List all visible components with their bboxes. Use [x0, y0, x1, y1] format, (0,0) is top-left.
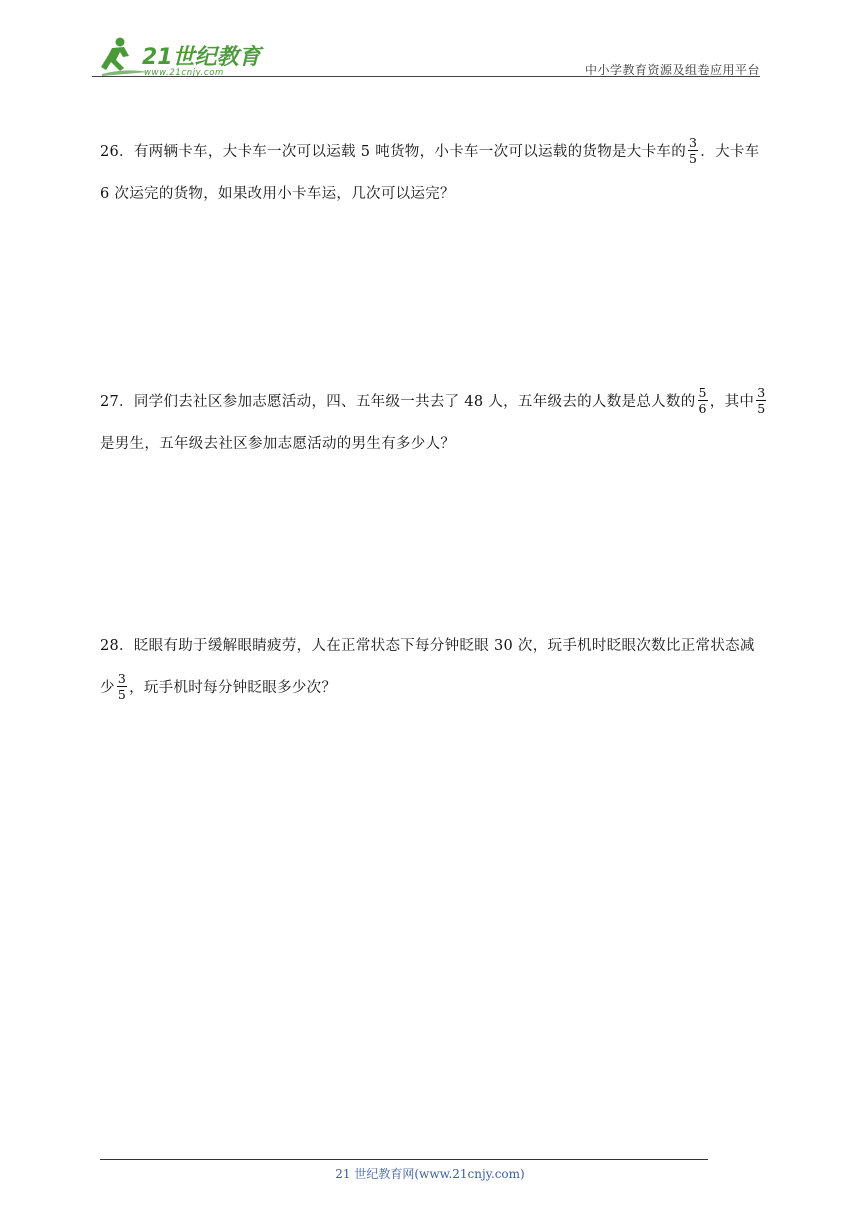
footer-site-link[interactable]: 21 世纪教育网(www.21cnjy.com) — [335, 1167, 525, 1181]
platform-tagline: 中小学教育资源及组卷应用平台 — [584, 63, 760, 77]
fraction-denominator: 5 — [689, 150, 698, 166]
fraction-3-5 — [756, 385, 766, 416]
fraction-numerator: 3 — [117, 670, 127, 686]
question-26-text-b: ．大卡车 — [700, 144, 760, 160]
question-28-line-1: 28．眨眼有助于缓解眼睛疲劳，人在正常状态下每分钟眨眼 30 次，玩手机时眨眼次数比正常状态减 — [100, 638, 755, 654]
fraction-3-5 — [688, 135, 698, 166]
fraction-3-5 — [117, 671, 127, 702]
site-logo — [96, 34, 266, 78]
question-26 — [100, 131, 760, 215]
fraction-numerator: 3 — [689, 134, 698, 150]
question-26-line-2: 6 次运完的货物，如果改用小卡车运，几次可以运完？ — [100, 186, 455, 202]
fraction-denominator: 6 — [698, 400, 707, 416]
fraction-denominator: 5 — [117, 686, 127, 702]
question-27-line-2: 是男生，五年级去社区参加志愿活动的男生有多少人？ — [100, 436, 456, 452]
page-header — [96, 30, 760, 78]
question-27 — [100, 381, 766, 465]
footer-divider — [100, 1159, 708, 1160]
fraction-denominator: 5 — [757, 400, 766, 416]
question-27-text-b: ，其中 — [709, 394, 755, 410]
question-28-text-b: ，玩手机时每分钟眨眼多少次？ — [129, 680, 337, 696]
fraction-numerator: 5 — [698, 384, 707, 400]
question-27-line-1 — [100, 381, 766, 423]
fraction-5-6 — [698, 385, 708, 416]
logo-text: 21世纪教育 — [142, 45, 261, 70]
question-28-line-2 — [100, 667, 760, 709]
question-28-text-a: 少 — [100, 680, 115, 696]
header-divider — [92, 76, 760, 77]
question-26-text-a: 26．有两辆卡车，大卡车一次可以运载 5 吨货物，小卡车一次可以运载的货物是大卡车的 — [100, 144, 686, 160]
fraction-numerator: 3 — [757, 384, 766, 400]
question-26-line-1 — [100, 131, 760, 173]
question-27-text-a: 27．同学们去社区参加志愿活动，四、五年级一共去了 48 人，五年级去的人数是总人数的 — [100, 394, 696, 410]
question-28 — [100, 625, 760, 709]
logo-graphic — [96, 34, 266, 78]
logo-subtext: www.21cnjy.com — [144, 68, 224, 78]
